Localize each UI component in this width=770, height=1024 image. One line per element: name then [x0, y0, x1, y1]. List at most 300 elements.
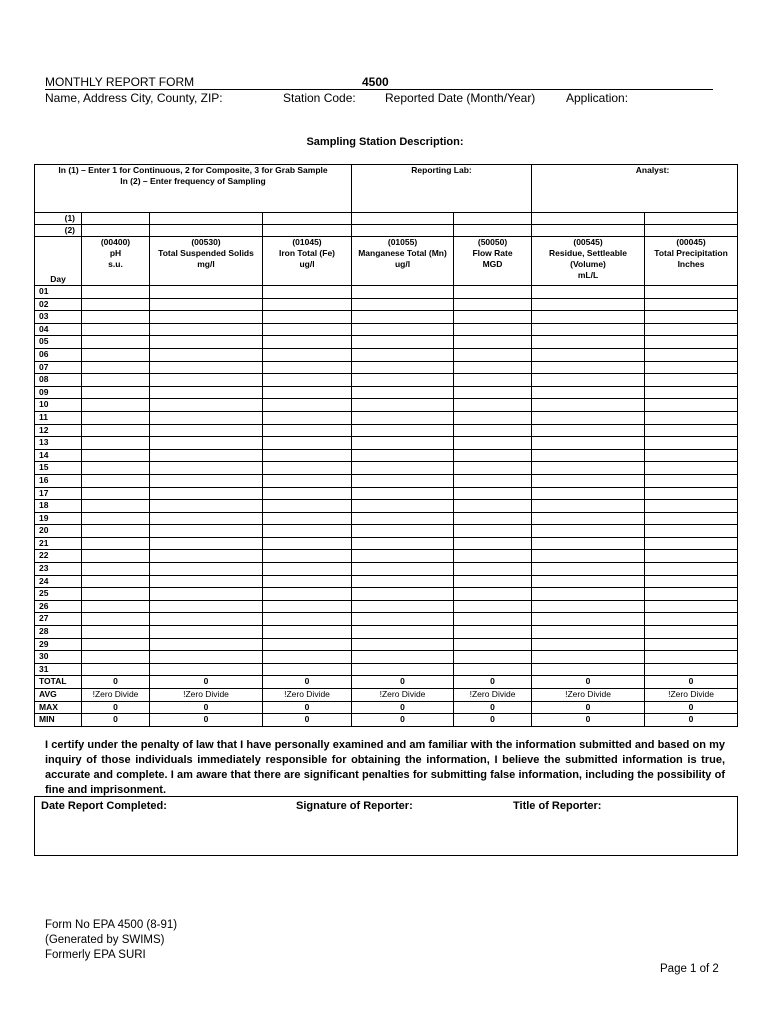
measurement-input[interactable] [352, 348, 454, 361]
measurement-input[interactable] [263, 600, 352, 613]
measurement-input[interactable] [150, 613, 263, 626]
measurement-input[interactable] [352, 512, 454, 525]
measurement-input[interactable] [352, 563, 454, 576]
measurement-input[interactable] [532, 575, 645, 588]
measurement-input[interactable] [352, 651, 454, 664]
measurement-input[interactable] [352, 449, 454, 462]
measurement-input[interactable] [532, 449, 645, 462]
sampling-type-input-1-4[interactable] [454, 213, 532, 225]
measurement-input[interactable] [454, 626, 532, 639]
sampling-type-input-1-5[interactable] [532, 213, 645, 225]
measurement-input[interactable] [352, 600, 454, 613]
measurement-input[interactable] [645, 487, 738, 500]
day-label: 20 [35, 525, 82, 538]
measurement-input[interactable] [645, 411, 738, 424]
table-row [35, 411, 738, 424]
measurement-input[interactable] [263, 311, 352, 324]
measurement-input[interactable] [150, 512, 263, 525]
total-value: 0 [645, 676, 738, 689]
measurement-input[interactable] [645, 588, 738, 601]
measurement-input[interactable] [454, 336, 532, 349]
measurement-input[interactable] [150, 626, 263, 639]
measurement-input[interactable] [150, 424, 263, 437]
max-value: 0 [645, 701, 738, 714]
measurement-input[interactable] [454, 298, 532, 311]
avg-value: !Zero Divide [645, 689, 738, 702]
measurement-input[interactable] [82, 361, 150, 374]
measurement-input[interactable] [82, 600, 150, 613]
measurement-input[interactable] [352, 487, 454, 500]
measurement-input[interactable] [454, 286, 532, 299]
measurement-input[interactable] [454, 550, 532, 563]
day-label: 22 [35, 550, 82, 563]
measurement-input[interactable] [454, 638, 532, 651]
day-label: 02 [35, 298, 82, 311]
measurement-input[interactable] [82, 613, 150, 626]
measurement-input[interactable] [352, 399, 454, 412]
measurement-input[interactable] [645, 323, 738, 336]
measurement-input[interactable] [263, 651, 352, 664]
measurement-input[interactable] [82, 336, 150, 349]
measurement-input[interactable] [532, 298, 645, 311]
measurement-input[interactable] [82, 500, 150, 513]
day-label: 26 [35, 600, 82, 613]
measurement-input[interactable] [454, 500, 532, 513]
column-header [645, 237, 738, 286]
measurement-input[interactable] [645, 399, 738, 412]
reporting-lab-label: Reporting Lab: [411, 165, 472, 175]
day-label: 23 [35, 563, 82, 576]
measurement-input[interactable] [150, 399, 263, 412]
sampling-type-input-1-1[interactable] [150, 213, 263, 225]
day-label: 06 [35, 348, 82, 361]
measurement-input[interactable] [645, 613, 738, 626]
measurement-input[interactable] [352, 575, 454, 588]
measurement-input[interactable] [454, 563, 532, 576]
sampling-type-input-1-3[interactable] [352, 213, 454, 225]
sampling-type-input-1-6[interactable] [645, 213, 738, 225]
measurement-input[interactable] [532, 361, 645, 374]
measurement-input[interactable] [263, 512, 352, 525]
measurement-input[interactable] [532, 411, 645, 424]
measurement-input[interactable] [263, 537, 352, 550]
measurement-input[interactable] [532, 487, 645, 500]
measurement-input[interactable] [352, 361, 454, 374]
day-label: 13 [35, 437, 82, 450]
measurement-input[interactable] [645, 311, 738, 324]
measurement-input[interactable] [454, 487, 532, 500]
measurement-input[interactable] [82, 286, 150, 299]
measurement-input[interactable] [645, 449, 738, 462]
measurement-input[interactable] [352, 323, 454, 336]
measurement-input[interactable] [532, 374, 645, 387]
column-code: (50050) [477, 237, 508, 247]
measurement-input[interactable] [82, 663, 150, 676]
measurement-input[interactable] [645, 663, 738, 676]
sampling-type-input-1-2[interactable] [263, 213, 352, 225]
measurement-input[interactable] [352, 411, 454, 424]
measurement-input[interactable] [454, 575, 532, 588]
name-address-label: Name, Address City, County, ZIP: [45, 91, 223, 105]
total-label: TOTAL [35, 676, 82, 689]
station-code-label: Station Code: [283, 91, 356, 105]
measurement-input[interactable] [82, 487, 150, 500]
measurement-input[interactable] [263, 474, 352, 487]
measurement-input[interactable] [82, 525, 150, 538]
measurement-input[interactable] [532, 537, 645, 550]
measurement-input[interactable] [82, 311, 150, 324]
measurement-input[interactable] [532, 311, 645, 324]
table-row [35, 462, 738, 475]
sampling-type-input-2-6[interactable] [645, 225, 738, 237]
measurement-input[interactable] [532, 626, 645, 639]
measurement-input[interactable] [263, 437, 352, 450]
measurement-input[interactable] [150, 361, 263, 374]
analyst-cell[interactable] [532, 165, 738, 213]
table-row [35, 399, 738, 412]
measurement-input[interactable] [645, 512, 738, 525]
min-value: 0 [454, 714, 532, 727]
measurement-input[interactable] [263, 449, 352, 462]
measurement-input[interactable] [352, 638, 454, 651]
measurement-input[interactable] [645, 537, 738, 550]
column-name: Total Suspended Solids [158, 248, 254, 258]
measurement-input[interactable] [150, 348, 263, 361]
measurement-input[interactable] [454, 663, 532, 676]
measurement-input[interactable] [645, 651, 738, 664]
measurement-input[interactable] [82, 550, 150, 563]
measurement-input[interactable] [352, 311, 454, 324]
measurement-input[interactable] [263, 638, 352, 651]
measurement-input[interactable] [352, 336, 454, 349]
measurement-input[interactable] [352, 374, 454, 387]
measurement-input[interactable] [263, 613, 352, 626]
measurement-input[interactable] [352, 437, 454, 450]
measurement-input[interactable] [645, 374, 738, 387]
measurement-input[interactable] [352, 550, 454, 563]
sampling-type-input-2-3[interactable] [352, 225, 454, 237]
measurement-input[interactable] [645, 638, 738, 651]
measurement-input[interactable] [150, 638, 263, 651]
total-value: 0 [532, 676, 645, 689]
measurement-input[interactable] [454, 525, 532, 538]
measurement-input[interactable] [532, 525, 645, 538]
measurement-input[interactable] [454, 424, 532, 437]
measurement-input[interactable] [263, 399, 352, 412]
measurement-input[interactable] [645, 336, 738, 349]
measurement-input[interactable] [82, 512, 150, 525]
measurement-input[interactable] [82, 588, 150, 601]
measurement-input[interactable] [263, 298, 352, 311]
measurement-input[interactable] [150, 449, 263, 462]
measurement-input[interactable] [263, 374, 352, 387]
measurement-input[interactable] [82, 437, 150, 450]
measurement-input[interactable] [645, 286, 738, 299]
measurement-input[interactable] [263, 575, 352, 588]
day-label: 16 [35, 474, 82, 487]
measurement-input[interactable] [645, 563, 738, 576]
measurement-input[interactable] [454, 437, 532, 450]
sampling-type-input-2-0[interactable] [82, 225, 150, 237]
measurement-input[interactable] [82, 348, 150, 361]
measurement-input[interactable] [263, 626, 352, 639]
measurement-input[interactable] [150, 651, 263, 664]
measurement-input[interactable] [150, 575, 263, 588]
measurement-input[interactable] [454, 411, 532, 424]
day-label: 25 [35, 588, 82, 601]
table-row [35, 537, 738, 550]
measurement-input[interactable] [263, 424, 352, 437]
measurement-input[interactable] [82, 323, 150, 336]
measurement-input[interactable] [82, 638, 150, 651]
measurement-input[interactable] [645, 462, 738, 475]
reported-date-label: Reported Date (Month/Year) [385, 91, 536, 105]
measurement-input[interactable] [263, 323, 352, 336]
measurement-input[interactable] [532, 286, 645, 299]
measurement-input[interactable] [352, 286, 454, 299]
measurement-input[interactable] [454, 512, 532, 525]
total-row [35, 676, 738, 689]
measurement-input[interactable] [82, 298, 150, 311]
measurement-input[interactable] [352, 424, 454, 437]
measurement-input[interactable] [263, 286, 352, 299]
measurement-input[interactable] [532, 600, 645, 613]
measurement-input[interactable] [82, 575, 150, 588]
measurement-input[interactable] [150, 563, 263, 576]
column-unit: ug/l [394, 259, 411, 269]
measurement-input[interactable] [263, 550, 352, 563]
measurement-input[interactable] [263, 663, 352, 676]
measurement-input[interactable] [454, 374, 532, 387]
measurement-input[interactable] [150, 537, 263, 550]
measurement-input[interactable] [150, 336, 263, 349]
measurement-input[interactable] [454, 588, 532, 601]
measurement-input[interactable] [82, 474, 150, 487]
measurement-input[interactable] [263, 563, 352, 576]
measurement-input[interactable] [532, 474, 645, 487]
measurement-input[interactable] [532, 424, 645, 437]
total-value: 0 [263, 676, 352, 689]
measurement-input[interactable] [645, 575, 738, 588]
row-label-1: (1) [35, 213, 82, 225]
column-header [263, 237, 352, 286]
measurement-input[interactable] [82, 462, 150, 475]
table-row [35, 588, 738, 601]
measurement-input[interactable] [645, 424, 738, 437]
measurement-input[interactable] [454, 651, 532, 664]
measurement-input[interactable] [82, 399, 150, 412]
measurement-input[interactable] [263, 525, 352, 538]
table-row [35, 298, 738, 311]
column-unit: mL/L [577, 270, 599, 280]
column-unit: s.u. [108, 259, 123, 269]
measurement-input[interactable] [532, 512, 645, 525]
measurement-input[interactable] [352, 626, 454, 639]
footer-formerly: Formerly EPA SURI [45, 949, 146, 961]
measurement-input[interactable] [352, 588, 454, 601]
reporting-lab-cell[interactable] [352, 165, 532, 213]
measurement-input[interactable] [532, 613, 645, 626]
measurement-input[interactable] [645, 361, 738, 374]
measurement-input[interactable] [150, 386, 263, 399]
measurement-input[interactable] [352, 462, 454, 475]
day-label: 14 [35, 449, 82, 462]
measurement-input[interactable] [263, 348, 352, 361]
measurement-input[interactable] [263, 487, 352, 500]
measurement-input[interactable] [645, 386, 738, 399]
table-row [35, 500, 738, 513]
measurement-input[interactable] [150, 411, 263, 424]
measurement-input[interactable] [454, 600, 532, 613]
measurement-input[interactable] [532, 563, 645, 576]
measurement-input[interactable] [352, 474, 454, 487]
measurement-input[interactable] [352, 537, 454, 550]
measurement-input[interactable] [82, 386, 150, 399]
measurement-input[interactable] [82, 651, 150, 664]
measurement-input[interactable] [263, 386, 352, 399]
measurement-input[interactable] [532, 550, 645, 563]
measurement-input[interactable] [150, 311, 263, 324]
measurement-input[interactable] [532, 336, 645, 349]
measurement-input[interactable] [645, 298, 738, 311]
measurement-input[interactable] [352, 525, 454, 538]
min-value: 0 [263, 714, 352, 727]
table-row [35, 487, 738, 500]
table-row [35, 336, 738, 349]
min-value: 0 [82, 714, 150, 727]
table-row [35, 474, 738, 487]
measurement-input[interactable] [150, 487, 263, 500]
day-label: 17 [35, 487, 82, 500]
measurement-input[interactable] [82, 411, 150, 424]
table-row [35, 575, 738, 588]
measurement-input[interactable] [645, 474, 738, 487]
measurement-input[interactable] [150, 588, 263, 601]
measurement-input[interactable] [454, 474, 532, 487]
measurement-input[interactable] [454, 462, 532, 475]
measurement-input[interactable] [263, 588, 352, 601]
measurement-input[interactable] [263, 361, 352, 374]
measurement-input[interactable] [263, 411, 352, 424]
measurement-input[interactable] [352, 500, 454, 513]
sampling-type-input-2-1[interactable] [150, 225, 263, 237]
measurement-input[interactable] [645, 437, 738, 450]
application-label: Application: [566, 91, 629, 105]
measurement-input[interactable] [454, 613, 532, 626]
measurement-input[interactable] [150, 600, 263, 613]
measurement-input[interactable] [352, 386, 454, 399]
measurement-input[interactable] [454, 537, 532, 550]
measurement-input[interactable] [150, 550, 263, 563]
measurement-input[interactable] [532, 462, 645, 475]
form-footer [45, 918, 177, 963]
measurement-input[interactable] [150, 500, 263, 513]
measurement-input[interactable] [454, 361, 532, 374]
avg-value: !Zero Divide [263, 689, 352, 702]
measurement-input[interactable] [645, 600, 738, 613]
measurement-input[interactable] [263, 336, 352, 349]
measurement-input[interactable] [150, 298, 263, 311]
measurement-input[interactable] [532, 386, 645, 399]
measurement-input[interactable] [263, 500, 352, 513]
measurement-input[interactable] [352, 663, 454, 676]
max-value: 0 [263, 701, 352, 714]
measurement-input[interactable] [645, 626, 738, 639]
measurement-input[interactable] [352, 298, 454, 311]
measurement-input[interactable] [532, 437, 645, 450]
measurement-input[interactable] [532, 399, 645, 412]
min-value: 0 [352, 714, 454, 727]
measurement-input[interactable] [82, 626, 150, 639]
column-name: Flow Rate [472, 248, 513, 258]
table-row [35, 651, 738, 664]
measurement-input[interactable] [532, 323, 645, 336]
measurement-input[interactable] [150, 374, 263, 387]
measurement-input[interactable] [82, 424, 150, 437]
table-row [35, 286, 738, 299]
measurement-input[interactable] [645, 525, 738, 538]
table-row [35, 613, 738, 626]
sampling-type-input-2-4[interactable] [454, 225, 532, 237]
measurement-input[interactable] [82, 537, 150, 550]
monitoring-table [34, 164, 738, 727]
measurement-input[interactable] [532, 588, 645, 601]
measurement-input[interactable] [532, 348, 645, 361]
measurement-input[interactable] [645, 348, 738, 361]
sampling-type-input-2-2[interactable] [263, 225, 352, 237]
measurement-input[interactable] [150, 525, 263, 538]
table-row [35, 663, 738, 676]
column-header [532, 237, 645, 286]
total-value: 0 [454, 676, 532, 689]
measurement-input[interactable] [454, 348, 532, 361]
avg-value: !Zero Divide [352, 689, 454, 702]
measurement-input[interactable] [532, 638, 645, 651]
column-unit: MGD [482, 259, 503, 269]
measurement-input[interactable] [150, 462, 263, 475]
measurement-input[interactable] [150, 474, 263, 487]
measurement-input[interactable] [352, 613, 454, 626]
measurement-input[interactable] [532, 663, 645, 676]
measurement-input[interactable] [82, 449, 150, 462]
measurement-input[interactable] [454, 386, 532, 399]
instruction-line-2: In (2) – Enter frequency of Sampling [120, 176, 266, 186]
measurement-input[interactable] [532, 651, 645, 664]
measurement-input[interactable] [645, 550, 738, 563]
measurement-input[interactable] [150, 286, 263, 299]
measurement-input[interactable] [454, 399, 532, 412]
measurement-input[interactable] [454, 449, 532, 462]
column-unit: mg/l [197, 259, 215, 269]
measurement-input[interactable] [263, 462, 352, 475]
measurement-input[interactable] [150, 663, 263, 676]
signature-box [34, 796, 738, 856]
measurement-input[interactable] [82, 374, 150, 387]
total-value: 0 [150, 676, 263, 689]
measurement-input[interactable] [150, 437, 263, 450]
measurement-input[interactable] [82, 563, 150, 576]
measurement-input[interactable] [532, 500, 645, 513]
measurement-input[interactable] [150, 323, 263, 336]
column-code: (01045) [292, 237, 322, 247]
sampling-type-input-1-0[interactable] [82, 213, 150, 225]
column-unit: Inches [677, 259, 705, 269]
sampling-type-input-2-5[interactable] [532, 225, 645, 237]
measurement-input[interactable] [454, 311, 532, 324]
measurement-input[interactable] [454, 323, 532, 336]
measurement-input[interactable] [645, 500, 738, 513]
page-number: Page 1 of 2 [660, 963, 719, 975]
